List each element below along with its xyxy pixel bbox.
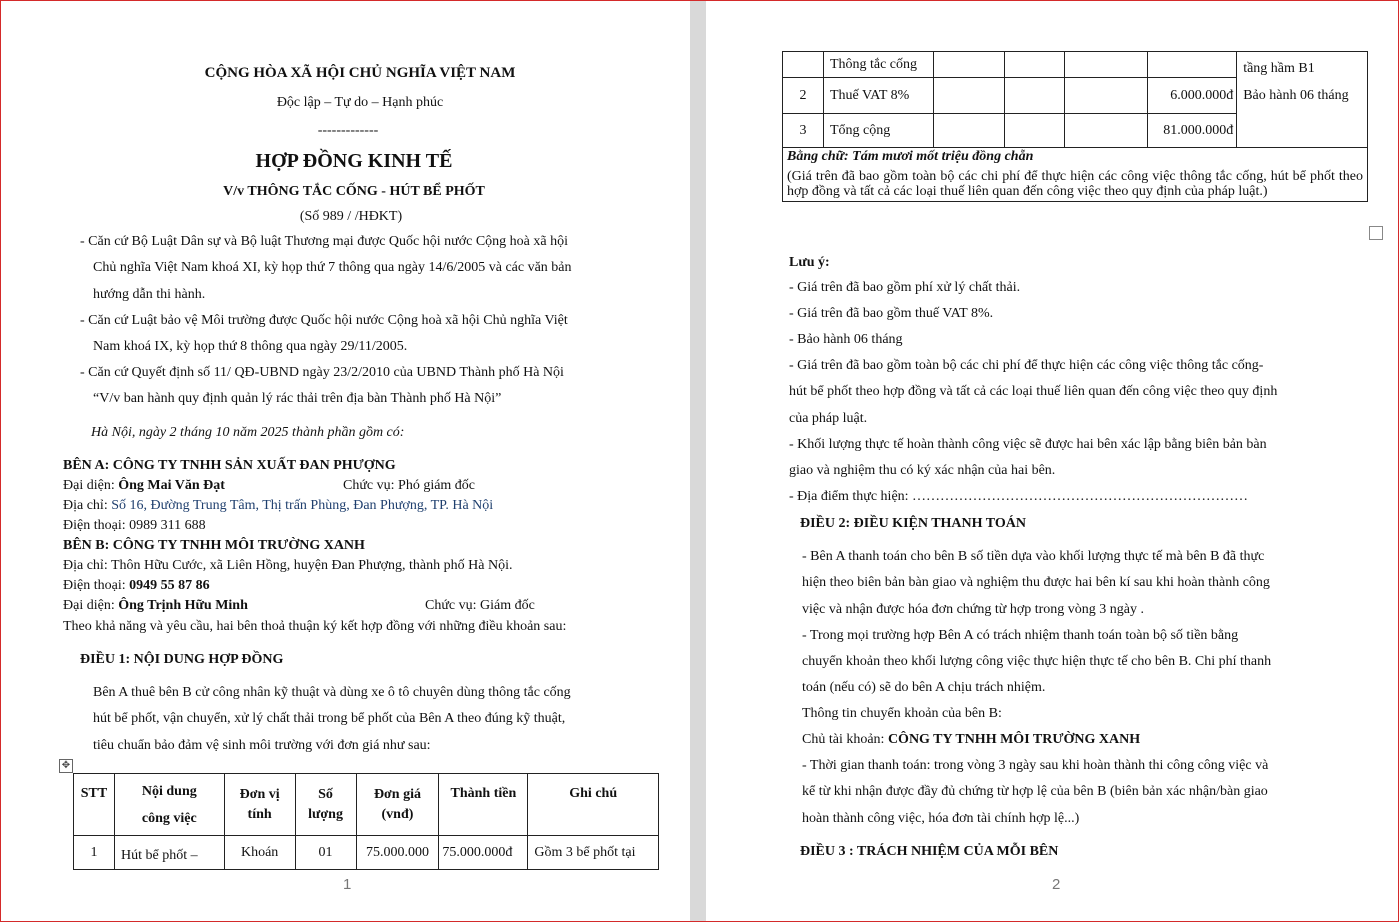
party-b-phone-value: 0949 55 87 86: [129, 578, 210, 593]
row-3-content: Tổng cộng: [823, 114, 933, 148]
account-holder: [802, 732, 1140, 748]
note-line-9: - Địa điểm thực hiện: ………………………………………………………………: [789, 489, 1249, 504]
header-amount: Thành tiền: [439, 774, 528, 836]
party-a-rep-name: Ông Mai Văn Đạt: [118, 478, 225, 493]
row-3-qty: [1004, 114, 1065, 148]
legal-basis-2-line-1: - Căn cứ Luật bảo vệ Môi trường được Quốc hội nước Cộng hoà xã hội Chủ nghĩa Việt: [80, 313, 568, 328]
account-holder-label: Chủ tài khoản:: [802, 732, 888, 747]
in-words-cell: [783, 148, 1368, 202]
row-3-unit: [933, 114, 1004, 148]
party-b-phone-label: Điện thoại:: [63, 578, 130, 593]
article-1-line-2: hút bể phốt, vận chuyển, xử lý chất thải trong bể phốt của Bên A theo đúng kỹ thuật,: [93, 711, 566, 726]
legal-basis-1-line-3: hướng dẫn thi hành.: [93, 287, 206, 302]
legal-basis-3-line-2: “V/v ban hành quy định quản lý rác thải trên địa bàn Thành phố Hà Nội”: [93, 391, 502, 406]
party-b-title: BÊN B: CÔNG TY TNHH MÔI TRƯỜNG XANH: [63, 538, 365, 553]
row-1-price: 75.000.000: [356, 836, 439, 870]
cont-row-1-stt: [783, 52, 824, 78]
notes-heading: Lưu ý:: [789, 255, 830, 270]
row-2-content: Thuế VAT 8%: [823, 78, 933, 114]
article-2-line-9: kể từ khi nhận được đầy đủ chứng từ hợp lệ của bên B (biên bản xác nhận/bàn giao: [802, 784, 1268, 799]
cont-row-1-price: [1065, 52, 1148, 78]
header-unit: Đơn vị tính: [224, 774, 295, 836]
note-line-5: hút bể phốt theo hợp đồng và tất cả các loại thuế liên quan đến công việc theo quy định: [789, 384, 1278, 399]
document-page-1: [1, 1, 690, 921]
party-b-address: Địa chỉ: Thôn Hữu Cước, xã Liên Hồng, huyện Đan Phượng, thành phố Hà Nội.: [63, 558, 513, 573]
price-table: [73, 773, 659, 870]
row-1-unit: Khoán: [224, 836, 295, 870]
row-2-amount: 6.000.000đ: [1148, 78, 1237, 114]
contract-number: (Số 989 / /HĐKT): [299, 209, 403, 224]
note-line-1: - Giá trên đã bao gồm phí xử lý chất thải.: [789, 280, 1021, 295]
header-note: Ghi chú: [528, 774, 659, 836]
note-line-4: - Giá trên đã bao gồm toàn bộ các chi phí để thực hiện các công việc thông tắc cống-: [789, 358, 1264, 373]
row-2-unit: [933, 78, 1004, 114]
row-2-price: [1065, 78, 1148, 114]
row-1-note: Gồm 3 bể phốt tại: [528, 836, 659, 870]
table-header-row: [74, 774, 659, 836]
cont-row-1-unit: [933, 52, 1004, 78]
table-row: [783, 52, 1368, 78]
cont-note-cell: [1237, 52, 1368, 148]
cont-row-1-amount: [1148, 52, 1237, 78]
party-a-address: [63, 498, 493, 514]
article-1-line-1: Bên A thuê bên B cử công nhân kỹ thuật và dùng xe ô tô chuyên dùng thông tắc cống: [93, 685, 571, 700]
header-price: Đơn giá (vnđ): [356, 774, 439, 836]
row-1-content: Hút bể phốt –: [114, 836, 224, 870]
party-b-rep-label: Đại diện:: [63, 598, 119, 613]
row-1-stt: 1: [74, 836, 115, 870]
row-1-amount: 75.000.000đ: [439, 836, 528, 870]
date-line: Hà Nội, ngày 2 tháng 10 năm 2025 thành phần gồm có:: [91, 425, 405, 440]
party-a-representative: [63, 478, 225, 494]
amount-in-words: Bằng chữ: Tám mươi mốt triệu đồng chẵn: [787, 149, 1034, 164]
article-1-line-3: tiêu chuẩn bảo đảm vệ sinh môi trường với đơn giá như sau:: [93, 738, 431, 753]
cont-note-line-2: Bảo hành 06 tháng: [1243, 88, 1349, 103]
header-stt: STT: [74, 774, 115, 836]
article-2-line-4: - Trong mọi trường hợp Bên A có trách nhiệm thanh toán toàn bộ số tiền bằng: [802, 628, 1239, 643]
legal-basis-3-line-1: - Căn cứ Quyết định số 11/ QĐ-UBND ngày 23/2/2010 của UBND Thành phố Hà Nội: [80, 365, 564, 380]
legal-basis-1-line-1: - Căn cứ Bộ Luật Dân sự và Bộ luật Thương mại được Quốc hội nước Cộng hoà xã hội: [80, 234, 568, 249]
legal-basis-2-line-2: Nam khoá IX, kỳ họp thứ 8 thông qua ngày 29/11/2005.: [93, 339, 408, 354]
row-2-stt: 2: [783, 78, 824, 114]
motto: Độc lập – Tự do – Hạnh phúc: [276, 95, 444, 110]
page-number-1: 1: [343, 876, 352, 893]
article-2-line-3: việc và nhận được hóa đơn chứng từ hợp trong vòng 3 ngày .: [802, 602, 1145, 617]
cont-note-line-1: tầng hầm B1: [1243, 61, 1315, 76]
document-page-2: [706, 1, 1398, 921]
party-b-phone: [63, 578, 210, 594]
table-row: [74, 836, 659, 870]
row-3-price: [1065, 114, 1148, 148]
party-a-address-label: Địa chỉ:: [63, 498, 112, 513]
table-resize-handle[interactable]: [1369, 226, 1383, 240]
article-1-heading: ĐIỀU 1: NỘI DUNG HỢP ĐỒNG: [80, 652, 284, 667]
note-line-2: - Giá trên đã bao gồm thuế VAT 8%.: [789, 306, 994, 321]
row-2-qty: [1004, 78, 1065, 114]
article-2-line-1: - Bên A thanh toán cho bên B số tiền dựa vào khối lượng thực tế mà bên B đã thực: [802, 549, 1265, 564]
row-3-stt: 3: [783, 114, 824, 148]
header-divider: -------------: [317, 123, 379, 138]
row-1-qty: 01: [295, 836, 356, 870]
country-heading: CỘNG HÒA XÃ HỘI CHỦ NGHĨA VIỆT NAM: [204, 65, 516, 81]
contract-subject: V/v THÔNG TẮC CỐNG - HÚT BỂ PHỐT: [223, 184, 485, 199]
note-line-3: - Bảo hành 06 tháng: [789, 332, 903, 347]
party-a-position: Chức vụ: Phó giám đốc: [343, 478, 476, 493]
cont-row-1-qty: [1004, 52, 1065, 78]
page-gutter: [690, 1, 706, 921]
contract-title: HỢP ĐỒNG KINH TẾ: [255, 150, 453, 172]
party-b-representative: [63, 598, 248, 614]
header-content: Nội dung công việc: [114, 774, 224, 836]
article-2-line-7: Thông tin chuyển khoản của bên B:: [802, 706, 1002, 721]
table-move-handle-icon[interactable]: ✥: [59, 759, 73, 773]
note-line-8: giao và nghiệm thu có ký xác nhận của hai bên.: [789, 463, 1056, 478]
row-3-amount: 81.000.000đ: [1148, 114, 1237, 148]
price-table-continued: [782, 51, 1368, 202]
cont-row-1-content: Thông tắc cống: [823, 52, 933, 78]
party-a-phone: Điện thoại: 0989 311 688: [63, 518, 206, 533]
article-2-line-10: hoàn thành công việc, hóa đơn tài chính hợp lệ...): [802, 811, 1080, 826]
article-2-heading: ĐIỀU 2: ĐIỀU KIỆN THANH TOÁN: [800, 516, 1026, 531]
price-inclusion-note: (Giá trên đã bao gồm toàn bộ các chi phí để thực hiện các công việc thông tắc cống, hút bể phốt theo hợp đồng và tất cả các loại thuế liên quan đến công việc theo quy định của pháp luật.): [787, 169, 1363, 199]
party-a-address-value: Số 16, Đường Trung Tâm, Thị trấn Phùng, Đan Phượng, TP. Hà Nội: [111, 498, 494, 513]
party-a-rep-label: Đại diện:: [63, 478, 119, 493]
article-2-line-8: - Thời gian thanh toán: trong vòng 3 ngày sau khi hoàn thành thi công công việc và: [802, 758, 1269, 773]
party-b-rep-name: Ông Trịnh Hữu Minh: [118, 598, 248, 613]
party-b-position: Chức vụ: Giám đốc: [425, 598, 535, 613]
account-holder-name: CÔNG TY TNHH MÔI TRƯỜNG XANH: [887, 732, 1141, 747]
note-line-6: của pháp luật.: [789, 411, 868, 426]
note-line-7: - Khối lượng thực tế hoàn thành công việc sẽ được hai bên xác lập bằng biên bản bàn: [789, 437, 1267, 452]
article-2-line-5: chuyển khoản theo khối lượng công việc thực hiện thực tế cho bên B. Chi phí thanh: [802, 654, 1272, 669]
article-3-heading: ĐIỀU 3 : TRÁCH NHIỆM CỦA MỖI BÊN: [800, 844, 1059, 859]
header-qty: Số lượng: [295, 774, 356, 836]
agreement-line: Theo khả năng và yêu cầu, hai bên thoả thuận ký kết hợp đồng với những điều khoản sau:: [63, 619, 567, 634]
article-2-line-6: toán (nếu có) sẽ do bên A chịu trách nhiệm.: [802, 680, 1046, 695]
party-a-title: BÊN A: CÔNG TY TNHH SẢN XUẤT ĐAN PHƯỢNG: [63, 458, 396, 473]
legal-basis-1-line-2: Chủ nghĩa Việt Nam khoá XI, kỳ họp thứ 7 thông qua ngày 14/6/2005 và các văn bản: [93, 260, 572, 275]
table-row: [783, 148, 1368, 202]
article-2-line-2: hiện theo biên bản bàn giao và nghiệm thu được hai bên kí sau khi hoàn thành công: [802, 575, 1270, 590]
page-number-2: 2: [1052, 876, 1061, 893]
